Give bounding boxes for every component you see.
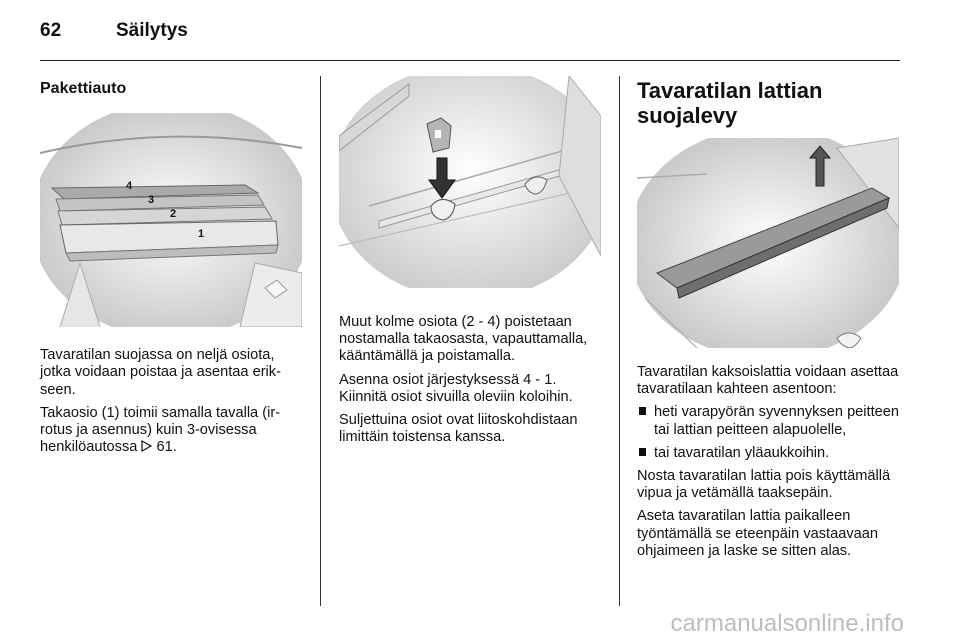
list-item (637, 445, 905, 462)
paragraph-sections: Tavaratilan suojassa on neljä osiota, jotka voidaan poistaa ja asentaa erikseen. (40, 347, 281, 398)
figure-label-1: 1 (198, 228, 205, 241)
running-title: Säilytys (116, 20, 188, 41)
cargo-cover-illustration (40, 113, 302, 327)
load-floor-illustration (637, 138, 899, 348)
bullet-square-icon (639, 448, 646, 456)
bullet-text: heti varapyörän syvennyksen peitteen tai lattian peitteen alapuolelle, (654, 404, 900, 438)
column-divider-1 (320, 76, 321, 606)
bullet-square-icon (639, 407, 646, 415)
page-reference-icon (141, 440, 152, 452)
cargo-cover-drawing (40, 113, 302, 327)
paragraph-rear-section (40, 405, 306, 457)
bullet-text: tai tavaratilan yläaukkoihin. (654, 444, 830, 461)
paragraph-place-floor: Aseta tavaratilan lattia paikalleen työntämällä se eteenpäin vastaavaan ohjaimeen ja laske se sitten alas. (637, 508, 878, 559)
figure-label-4: 4 (126, 180, 133, 193)
column-3 (637, 78, 905, 566)
page-number: 62 (40, 20, 62, 41)
paragraph-lift-floor: Nosta tavaratilan lattia pois käyttämällä vipua ja vetämällä taaksepäin. (637, 468, 891, 502)
section-heading-pakettiauto: Pakettiauto (40, 80, 127, 97)
paragraph-remove-sections: Muut kolme osiota (2 - 4) poistetaan nostamalla takaosasta, vapauttamalla, kääntämällä ja poistamalla. (339, 314, 588, 365)
watermark: carmanualsonline.info (670, 610, 904, 637)
header-rule (40, 60, 900, 61)
column-divider-2 (619, 76, 620, 606)
paragraph-install-order: Asenna osiot järjestyksessä 4 - 1. Kiinnitä osiot sivuilla oleviin koloihin. (339, 371, 573, 405)
installation-drawing (339, 76, 601, 288)
heading-line-1: Tavaratilan lattian (637, 78, 823, 103)
section-heading-floor-cover (637, 78, 905, 128)
floor-position-list (637, 404, 905, 462)
rear-section-text: Takaosio (1) toimii samalla tavalla (irrotus ja asennus) kuin 3-ovisessa henkilöautossa (40, 404, 281, 456)
figure-label-2: 2 (170, 208, 177, 221)
figure-label-3: 3 (148, 194, 155, 207)
heading-line-2: suojalevy (637, 103, 738, 128)
paragraph-overlap: Suljettuina osiot ovat liitoskohdistaan limittäin toistensa kanssa. (339, 412, 578, 446)
column-2 (339, 76, 605, 452)
list-item (637, 404, 905, 438)
paragraph-double-floor: Tavaratilan kaksoislattia voidaan asettaa tavaratilaan kahteen asentoon: (637, 364, 899, 398)
page-reference-number[interactable]: 61. (156, 439, 177, 456)
load-floor-drawing (637, 138, 899, 348)
cover-section-installation-illustration (339, 76, 601, 288)
column-1 (40, 80, 306, 462)
